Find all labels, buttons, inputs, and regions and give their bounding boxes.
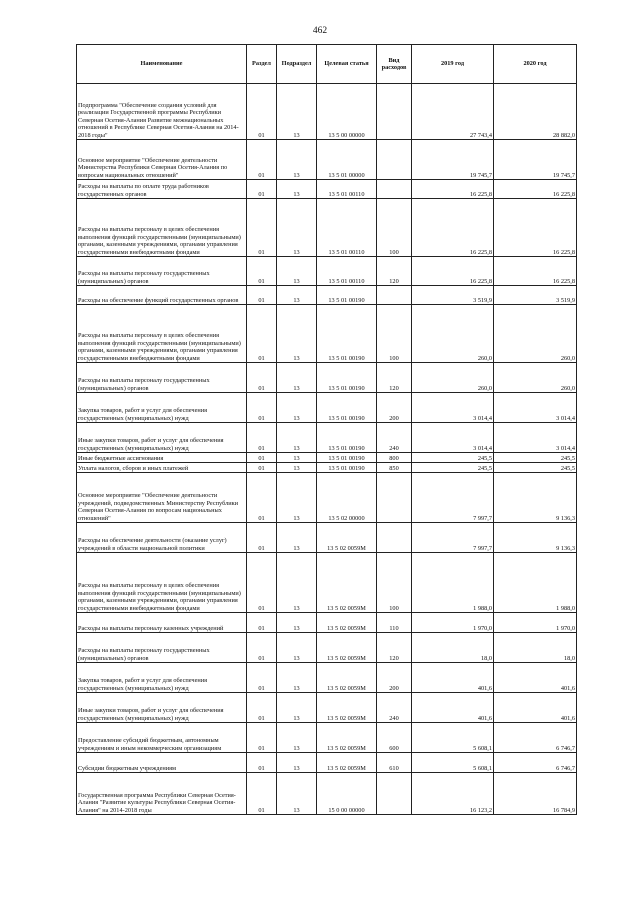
row-subsection: 13: [277, 180, 317, 199]
row-name: Иные бюджетные ассигнования: [77, 453, 247, 463]
table-body: [77, 84, 577, 815]
row-amount-2019: 401,6: [412, 693, 494, 723]
row-expense-type: 120: [377, 257, 412, 286]
row-subsection: 13: [277, 473, 317, 523]
table-row: [77, 393, 577, 423]
row-subsection: 13: [277, 257, 317, 286]
row-amount-2019: 16 123,2: [412, 773, 494, 815]
row-subsection: 13: [277, 463, 317, 473]
row-amount-2020: 16 225,8: [494, 257, 577, 286]
row-amount-2020: 28 882,0: [494, 84, 577, 140]
row-expense-type: [377, 523, 412, 553]
row-expense-type: 100: [377, 305, 412, 363]
row-expense-type: 610: [377, 753, 412, 773]
row-expense-type: [377, 84, 412, 140]
row-expense-type: [377, 773, 412, 815]
row-section: 01: [247, 523, 277, 553]
table-row: [77, 613, 577, 633]
row-name: Расходы на обеспечение деятельности (оказание услуг) учреждений в области национальной политики: [77, 523, 247, 553]
row-name: Иные закупки товаров, работ и услуг для обеспечения государственных (муниципальных) нужд: [77, 423, 247, 453]
row-expense-type: [377, 286, 412, 305]
row-target-item: 13 5 02 00000: [317, 473, 377, 523]
header-name: Наименование: [77, 45, 247, 84]
table-row: [77, 140, 577, 180]
row-subsection: 13: [277, 523, 317, 553]
table-row: [77, 423, 577, 453]
row-section: 01: [247, 423, 277, 453]
row-section: 01: [247, 180, 277, 199]
row-target-item: 13 5 01 00190: [317, 463, 377, 473]
row-subsection: 13: [277, 773, 317, 815]
row-subsection: 13: [277, 305, 317, 363]
row-section: 01: [247, 453, 277, 463]
table-row: [77, 286, 577, 305]
table-row: [77, 257, 577, 286]
row-target-item: 13 5 01 00190: [317, 305, 377, 363]
row-target-item: 13 5 01 00110: [317, 180, 377, 199]
row-expense-type: 800: [377, 453, 412, 463]
row-section: 01: [247, 257, 277, 286]
table-row: [77, 180, 577, 199]
row-expense-type: [377, 473, 412, 523]
row-amount-2020: 401,6: [494, 663, 577, 693]
row-target-item: 13 5 02 0059M: [317, 633, 377, 663]
row-section: 01: [247, 463, 277, 473]
row-amount-2019: 16 225,8: [412, 180, 494, 199]
table-row: [77, 553, 577, 613]
row-amount-2019: 5 608,1: [412, 723, 494, 753]
row-name: Расходы на выплаты по оплате труда работников государственных органов: [77, 180, 247, 199]
row-section: 01: [247, 663, 277, 693]
row-subsection: 13: [277, 693, 317, 723]
row-target-item: 13 5 02 0059M: [317, 693, 377, 723]
row-amount-2020: 3 519,9: [494, 286, 577, 305]
row-name: Расходы на выплаты персоналу в целях обеспечения выполнения функций государственными (муниципальными) органами, казенными учреждениями, органами управления государственными внебюджетными фондами: [77, 553, 247, 613]
row-amount-2020: 1 970,0: [494, 613, 577, 633]
table-row: [77, 773, 577, 815]
row-subsection: 13: [277, 199, 317, 257]
row-name: Основное мероприятие "Обеспечение деятельности Министерства Республики Северная Осетия-Алания по вопросам национальных отношений": [77, 140, 247, 180]
row-section: 01: [247, 84, 277, 140]
row-amount-2019: 16 225,8: [412, 257, 494, 286]
row-subsection: 13: [277, 753, 317, 773]
row-expense-type: 200: [377, 393, 412, 423]
row-amount-2019: 19 745,7: [412, 140, 494, 180]
row-name: Предоставление субсидий бюджетным, автономным учреждениям и иным некоммерческим организациям: [77, 723, 247, 753]
row-section: 01: [247, 199, 277, 257]
header-year-2019: 2019 год: [412, 45, 494, 84]
row-target-item: 13 5 02 0059M: [317, 663, 377, 693]
row-name: Закупка товаров, работ и услуг для обеспечения государственных (муниципальных) нужд: [77, 663, 247, 693]
row-target-item: 13 5 01 00190: [317, 363, 377, 393]
row-amount-2019: 7 997,7: [412, 473, 494, 523]
row-section: 01: [247, 473, 277, 523]
row-amount-2019: 27 743,4: [412, 84, 494, 140]
row-expense-type: 110: [377, 613, 412, 633]
row-subsection: 13: [277, 286, 317, 305]
row-amount-2020: 9 136,3: [494, 523, 577, 553]
row-amount-2020: 18,0: [494, 633, 577, 663]
row-amount-2020: 16 225,8: [494, 199, 577, 257]
header-expense-type: Вид расходов: [377, 45, 412, 84]
row-amount-2020: 1 988,0: [494, 553, 577, 613]
row-amount-2020: 16 225,8: [494, 180, 577, 199]
row-amount-2020: 245,5: [494, 453, 577, 463]
row-amount-2019: 1 988,0: [412, 553, 494, 613]
row-subsection: 13: [277, 663, 317, 693]
row-section: 01: [247, 305, 277, 363]
row-amount-2020: 3 014,4: [494, 393, 577, 423]
row-name: Расходы на выплаты персоналу в целях обеспечения выполнения функций государственными (муниципальными) органами, казенными учреждениями, органами управления государственными внебюджетными фондами: [77, 305, 247, 363]
row-amount-2019: 245,5: [412, 463, 494, 473]
row-target-item: 13 5 01 00190: [317, 393, 377, 423]
row-subsection: 13: [277, 553, 317, 613]
row-amount-2020: 19 745,7: [494, 140, 577, 180]
row-target-item: 13 5 01 00190: [317, 453, 377, 463]
row-expense-type: [377, 180, 412, 199]
table-row: [77, 523, 577, 553]
row-name: Расходы на выплаты персоналу государственных (муниципальных) органов: [77, 633, 247, 663]
row-amount-2019: 3 014,4: [412, 393, 494, 423]
row-target-item: 13 5 01 00110: [317, 199, 377, 257]
row-target-item: 13 5 02 0059M: [317, 753, 377, 773]
header-target-item: Целевая статья: [317, 45, 377, 84]
row-subsection: 13: [277, 453, 317, 463]
table-row: [77, 453, 577, 463]
header-year-2020: 2020 год: [494, 45, 577, 84]
row-name: Расходы на выплаты персоналу государственных (муниципальных) органов: [77, 363, 247, 393]
row-section: 01: [247, 363, 277, 393]
row-target-item: 13 5 02 0059M: [317, 553, 377, 613]
header-section: Раздел: [247, 45, 277, 84]
budget-table: [76, 44, 577, 815]
row-amount-2019: 401,6: [412, 663, 494, 693]
row-name: Подпрограмма "Обеспечение создания условий для реализации Государственной программы Республики Северная Осетия-Алания Развитие межнациональных отношений в Республике Северная Осетия-Алания на 2014-2018 годы": [77, 84, 247, 140]
row-section: 01: [247, 633, 277, 663]
row-amount-2019: 245,5: [412, 453, 494, 463]
row-expense-type: 120: [377, 363, 412, 393]
row-amount-2020: 401,6: [494, 693, 577, 723]
row-section: 01: [247, 140, 277, 180]
row-section: 01: [247, 693, 277, 723]
row-section: 01: [247, 286, 277, 305]
row-amount-2019: 5 608,1: [412, 753, 494, 773]
row-amount-2019: 16 225,8: [412, 199, 494, 257]
table-row: [77, 723, 577, 753]
row-subsection: 13: [277, 613, 317, 633]
row-name: Расходы на выплаты персоналу государственных (муниципальных) органов: [77, 257, 247, 286]
row-amount-2020: 245,5: [494, 463, 577, 473]
row-amount-2020: 6 746,7: [494, 723, 577, 753]
row-section: 01: [247, 753, 277, 773]
table-row: [77, 663, 577, 693]
row-subsection: 13: [277, 140, 317, 180]
row-name: Расходы на выплаты персоналу в целях обеспечения выполнения функций государственными (муниципальными) органами, казенными учреждениями, органами управления государственными внебюджетными фондами: [77, 199, 247, 257]
table-row: [77, 693, 577, 723]
row-amount-2019: 3 519,9: [412, 286, 494, 305]
row-name: Государственная программа Республики Северная Осетия-Алания "Развитие культуры Республики Северная Осетия-Алания" на 2014-2018 годы: [77, 773, 247, 815]
row-amount-2019: 260,0: [412, 363, 494, 393]
row-expense-type: 850: [377, 463, 412, 473]
row-subsection: 13: [277, 363, 317, 393]
table-row: [77, 473, 577, 523]
row-amount-2019: 7 997,7: [412, 523, 494, 553]
row-subsection: 13: [277, 423, 317, 453]
row-target-item: 13 5 01 00110: [317, 257, 377, 286]
row-amount-2019: 260,0: [412, 305, 494, 363]
row-subsection: 13: [277, 393, 317, 423]
row-target-item: 13 5 02 0059M: [317, 523, 377, 553]
row-amount-2020: 16 784,9: [494, 773, 577, 815]
row-amount-2020: 260,0: [494, 363, 577, 393]
table-row: [77, 84, 577, 140]
row-amount-2019: 3 014,4: [412, 423, 494, 453]
row-target-item: 13 5 01 00190: [317, 286, 377, 305]
header-subsection: Подраздел: [277, 45, 317, 84]
row-name: Уплата налогов, сборов и иных платежей: [77, 463, 247, 473]
row-amount-2019: 1 970,0: [412, 613, 494, 633]
row-section: 01: [247, 723, 277, 753]
row-expense-type: 240: [377, 423, 412, 453]
row-name: Расходы на обеспечение функций государственных органов: [77, 286, 247, 305]
row-expense-type: [377, 140, 412, 180]
row-amount-2020: 260,0: [494, 305, 577, 363]
row-name: Закупка товаров, работ и услуг для обеспечения государственных (муниципальных) нужд: [77, 393, 247, 423]
row-target-item: 13 5 02 0059M: [317, 723, 377, 753]
row-subsection: 13: [277, 84, 317, 140]
row-name: Субсидии бюджетным учреждениям: [77, 753, 247, 773]
row-section: 01: [247, 613, 277, 633]
row-section: 01: [247, 393, 277, 423]
row-name: Расходы на выплаты персоналу казенных учреждений: [77, 613, 247, 633]
row-target-item: 13 5 02 0059M: [317, 613, 377, 633]
table-header-row: [77, 45, 577, 84]
table-row: [77, 305, 577, 363]
row-target-item: 13 5 01 00000: [317, 140, 377, 180]
row-name: Иные закупки товаров, работ и услуг для обеспечения государственных (муниципальных) нужд: [77, 693, 247, 723]
row-section: 01: [247, 773, 277, 815]
row-expense-type: 600: [377, 723, 412, 753]
row-expense-type: 100: [377, 199, 412, 257]
row-expense-type: 100: [377, 553, 412, 613]
row-target-item: 13 5 01 00190: [317, 423, 377, 453]
row-amount-2020: 6 746,7: [494, 753, 577, 773]
row-amount-2020: 9 136,3: [494, 473, 577, 523]
table-row: [77, 753, 577, 773]
table-row: [77, 199, 577, 257]
row-amount-2019: 18,0: [412, 633, 494, 663]
row-amount-2020: 3 014,4: [494, 423, 577, 453]
row-target-item: 13 5 00 00000: [317, 84, 377, 140]
table-row: [77, 363, 577, 393]
table-row: [77, 633, 577, 663]
table-row: [77, 463, 577, 473]
page-number: 462: [312, 26, 328, 36]
row-name: Основное мероприятие "Обеспечение деятельности учреждений, подведомственных Министерству Республики Северная Осетия-Алания по вопросам национальных отношений": [77, 473, 247, 523]
row-subsection: 13: [277, 723, 317, 753]
row-target-item: 15 0 00 00000: [317, 773, 377, 815]
row-expense-type: 200: [377, 663, 412, 693]
row-expense-type: 240: [377, 693, 412, 723]
row-subsection: 13: [277, 633, 317, 663]
row-expense-type: 120: [377, 633, 412, 663]
row-section: 01: [247, 553, 277, 613]
